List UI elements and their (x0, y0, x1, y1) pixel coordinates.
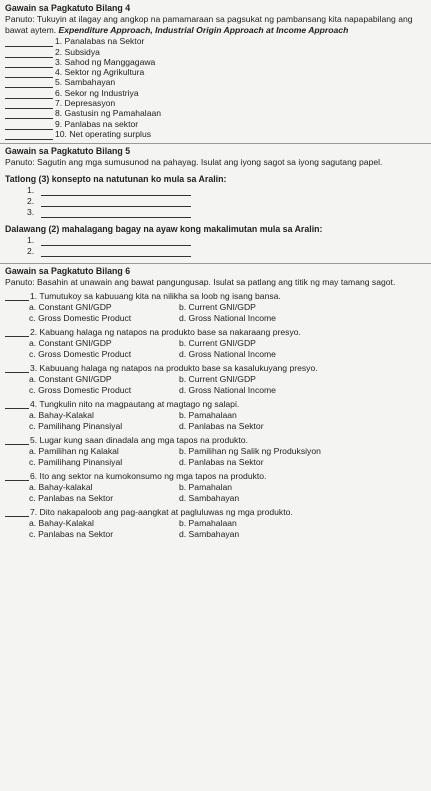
choices (5, 410, 426, 432)
choice: b. Pamahalaan (179, 517, 237, 528)
activity-4-instruction (5, 14, 426, 36)
answer-blank[interactable] (5, 507, 29, 517)
choice: b. Pamahalaan (179, 409, 237, 420)
answer-blank[interactable] (41, 236, 191, 246)
activity-6 (5, 266, 426, 540)
answer-blank[interactable] (41, 186, 191, 196)
line-number: 2. (27, 195, 35, 206)
choice: d. Gross National Income (179, 384, 276, 395)
activity-4 (5, 3, 426, 140)
answer-blank[interactable] (5, 471, 29, 481)
choices (5, 338, 426, 360)
question-stem (5, 291, 426, 302)
activity-5-instruction: Panuto: Sagutin ang mga sumusunod na pahayag. Isulat ang iyong sagot sa iyong sagutang papel. (5, 156, 383, 167)
item-label: 3. Sahod ng Manggagawa (55, 56, 156, 67)
choice: d. Sambahayan (179, 492, 240, 503)
activity-4-instruction-text: Panuto: Tukuyin at ilagay ang angkop na pamamaraan sa pagsukat ng pambansang kita napapabilang ang bawat aytem. Expenditure Approach, Industrial Origin Approach at Income Approach (5, 14, 413, 35)
choice: d. Gross National Income (179, 348, 276, 359)
question-text: 3. Kabuuang halaga ng natapos na produkto base sa kasalukuyang presyo. (30, 362, 318, 373)
choice: b. Pamilihan ng Salik ng Produksiyon (179, 445, 321, 456)
question-stem (5, 507, 426, 518)
question-text: 5. Lugar kung saan dinadala ang mga tapos na produkto. (30, 434, 248, 445)
choice: c. Pamilihang Pinansiyal (29, 420, 123, 431)
mcq-question (5, 435, 426, 468)
choice: a. Constant GNI/GDP (29, 337, 112, 348)
activity-6-title: Gawain sa Pagkatuto Bilang 6 (5, 265, 131, 276)
choices (5, 302, 426, 324)
choice: d. Panlabas na Sektor (179, 456, 264, 467)
choice: a. Bahay-kalakal (29, 481, 93, 492)
question-text: 1. Tumutukoy sa kabuuang kita na nilikha sa loob ng isang bansa. (30, 290, 281, 301)
answer-line (5, 185, 426, 196)
activity-5-title: Gawain sa Pagkatuto Bilang 5 (5, 145, 131, 156)
choice: c. Panlabas na Sektor (29, 528, 114, 539)
question-text: 7. Dito nakapaloob ang pag-aangkat at pagluluwas ng mga produkto. (30, 506, 293, 517)
choice: a. Constant GNI/GDP (29, 301, 112, 312)
item-label: 4. Sektor ng Agrikultura (55, 67, 145, 78)
answer-blank[interactable] (5, 399, 29, 409)
answer-blank[interactable] (5, 121, 53, 130)
line-number: 2. (27, 245, 35, 256)
answer-blank[interactable] (5, 110, 53, 119)
choices (5, 446, 426, 468)
line-number: 1. (27, 184, 35, 195)
answer-blank[interactable] (5, 363, 29, 373)
answer-blank[interactable] (5, 59, 53, 68)
question-stem (5, 363, 426, 374)
answer-blank[interactable] (5, 100, 53, 109)
approach-names: Expenditure Approach, Industrial Origin Approach at Income Approach (58, 25, 349, 35)
answer-blank[interactable] (41, 247, 191, 257)
item-label: 5. Sambahayan (55, 77, 116, 88)
section-divider (0, 263, 431, 264)
choice: a. Bahay-Kalakal (29, 409, 94, 420)
line-number: 3. (27, 206, 35, 217)
choice: a. Pamilihan ng Kalakal (29, 445, 119, 456)
answer-blank[interactable] (5, 79, 53, 88)
activity-4-items (5, 37, 426, 140)
choice: d. Sambahayan (179, 528, 240, 539)
question-stem (5, 471, 426, 482)
answer-blank[interactable] (5, 291, 29, 301)
choice: c. Panlabas na Sektor (29, 492, 114, 503)
answer-line (5, 235, 426, 246)
answer-line (5, 207, 426, 218)
activity-5-prompt-1: Tatlong (3) konsepto na natutunan ko mula sa Aralin: (5, 173, 227, 184)
choices (5, 482, 426, 504)
answer-blank[interactable] (5, 49, 53, 58)
answer-blank[interactable] (5, 327, 29, 337)
activity-5-answer-lines-2 (5, 235, 426, 257)
item-label: 6. Sekor ng Industriya (55, 87, 139, 98)
answer-blank[interactable] (41, 208, 191, 218)
question-text: 2. Kabuang halaga ng natapos na produkto base sa nakaraang presyo. (30, 326, 301, 337)
choice: c. Gross Domestic Product (29, 384, 132, 395)
choice: d. Gross National Income (179, 312, 276, 323)
item-label: 10. Net operating surplus (55, 128, 152, 139)
item-label: 7. Depresasyon (55, 98, 116, 109)
item-label: 9. Panlabas na sektor (55, 118, 139, 129)
choice: b. Current GNI/GDP (179, 373, 256, 384)
mcq-question (5, 327, 426, 360)
answer-line (5, 246, 426, 257)
answer-blank[interactable] (5, 90, 53, 99)
answer-blank[interactable] (41, 197, 191, 207)
fill-in-item (5, 130, 426, 140)
choice: b. Current GNI/GDP (179, 337, 256, 348)
answer-blank[interactable] (5, 435, 29, 445)
choice: c. Gross Domestic Product (29, 348, 132, 359)
question-stem (5, 435, 426, 446)
activity-5 (5, 146, 426, 257)
question-text: 6. Ito ang sektor na kumokonsumo ng mga tapos na produkto. (30, 470, 267, 481)
question-stem (5, 399, 426, 410)
answer-blank[interactable] (5, 131, 53, 140)
choice: c. Gross Domestic Product (29, 312, 132, 323)
activity-6-questions (5, 291, 426, 540)
item-label: 1. Panalabas na Sektor (55, 36, 145, 47)
choice: d. Panlabas na Sektor (179, 420, 264, 431)
mcq-question (5, 291, 426, 324)
line-number: 1. (27, 234, 35, 245)
answer-line (5, 196, 426, 207)
mcq-question (5, 507, 426, 540)
choice: b. Current GNI/GDP (179, 301, 256, 312)
answer-blank[interactable] (5, 38, 53, 47)
mcq-question (5, 471, 426, 504)
answer-blank[interactable] (5, 69, 53, 78)
mcq-question (5, 363, 426, 396)
choices (5, 518, 426, 540)
choices (5, 374, 426, 396)
question-text: 4. Tungkulin nito na magpautang at magtago ng salapi. (30, 398, 240, 409)
item-label: 8. Gastusin ng Pamahalaan (55, 108, 162, 119)
section-divider (0, 143, 431, 144)
mcq-question (5, 399, 426, 432)
choice: b. Pamahalan (179, 481, 233, 492)
item-label: 2. Subsidya (55, 46, 100, 57)
activity-5-prompt-2: Dalawang (2) mahalagang bagay na ayaw kong makalimutan mula sa Aralin: (5, 223, 323, 234)
choice: a. Bahay-Kalakal (29, 517, 94, 528)
choice: c. Pamilihang Pinansiyal (29, 456, 123, 467)
activity-4-title: Gawain sa Pagkatuto Bilang 4 (5, 3, 131, 13)
activity-6-instruction: Panuto: Basahin at unawain ang bawat pangungusap. Isulat sa patlang ang titik ng may tamang sagot. (5, 276, 396, 287)
question-stem (5, 327, 426, 338)
choice: a. Constant GNI/GDP (29, 373, 112, 384)
activity-5-answer-lines-1 (5, 185, 426, 218)
